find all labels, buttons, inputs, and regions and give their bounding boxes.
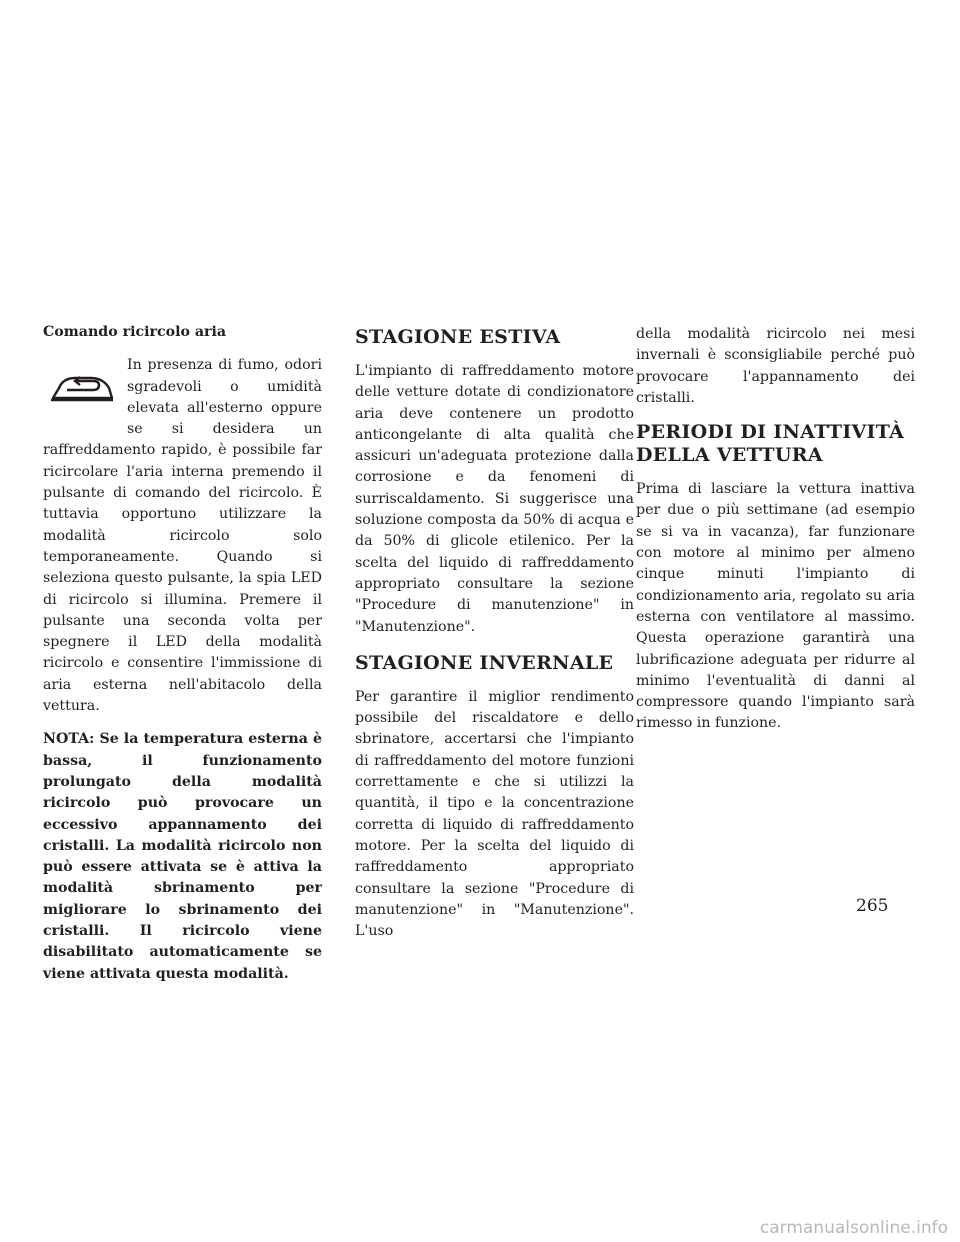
summer-text: L'impianto di raffreddamento motore delle vetture dotate di condizionatore aria deve contenere un prodotto anticongelante di alta qualità che assicuri un'adeguata protezione dalla corrosione e da fenomeni di surriscaldamento. Si suggerisce una soluzione composta da 50% di acqua e da 50% di glicole etilenico. Per la scelta del liquido di raffreddamento appropriato consultare la sezione "Procedure di manutenzione" in "Manutenzione". [355, 363, 634, 635]
page-number: 265 [856, 896, 889, 916]
winter-text-continued: della modalità ricircolo nei mesi invernali è sconsigliabile perché può provocare l'appannamento dei cristalli. [636, 326, 915, 406]
column-3 [636, 324, 915, 747]
inactivity-text: Prima di lasciare la vettura inattiva per due o più settimane (ad esempio se si va in vacanza), far funzionare con motore al minimo per almeno cinque minuti l'impianto di condizionamento aria, regolato su aria esterna con ventilatore al massimo. Questa operazione garantirà una lubrificazione adeguata per ridurre al minimo l'eventualità di danni al compressore quando l'impianto sarà rimesso in funzione. [636, 481, 915, 732]
recirculation-icon [43, 357, 121, 421]
recirculation-heading: Comando ricircolo aria [43, 324, 227, 340]
inactivity-heading: PERIODI DI INATTIVITÀ DELLA VETTURA [636, 421, 905, 467]
watermark[interactable]: carmanualsonline.info [759, 1218, 948, 1238]
summer-heading: STAGIONE ESTIVA [355, 326, 561, 348]
winter-heading: STAGIONE INVERNALE [355, 651, 614, 674]
recirculation-icon-svg [49, 372, 115, 406]
winter-text: Per garantire il miglior rendimento possibile del riscaldatore e dello sbrinatore, accertarsi che l'impianto di raffreddamento del motore funzioni correttamente e che si utilizzi la quantità, il tipo e la concentrazione corretta di liquido di raffreddamento motore. Per la scelta del liquido di raffreddamento appropriato consultare la sezione "Procedure di manutenzione" in "Manutenzione". L'uso [355, 688, 634, 940]
recirculation-text: In presenza di fumo, odori sgradevoli o umidità elevata all'esterno oppure se si desidera un raffreddamento rapido, è possibile far ricircolare l'aria interna premendo il pulsante di comando del ricircolo. È tuttavia opportuno utilizzare la modalità ricircolo solo temporaneamente. Quando si seleziona questo pulsante, la spia LED di ricircolo si illumina. Premere il pulsante una seconda volta per spegnere il LED della modalità ricircolo e consentire l'immissione di aria esterna nell'abitacolo della vettura. [43, 357, 322, 715]
recirculation-note: NOTA: Se la temperatura esterna è bassa, il funzionamento prolungato della modalità ricircolo può provocare un eccessivo appannamento dei cristalli. La modalità ricircolo non può essere attivata se è attiva la modalità sbrinamento per migliorare lo sbrinamento dei cristalli. Il ricircolo viene disabilitato automaticamente se viene attivata questa modalità. [43, 731, 322, 982]
column-1 [43, 322, 322, 997]
column-2 [355, 326, 634, 954]
